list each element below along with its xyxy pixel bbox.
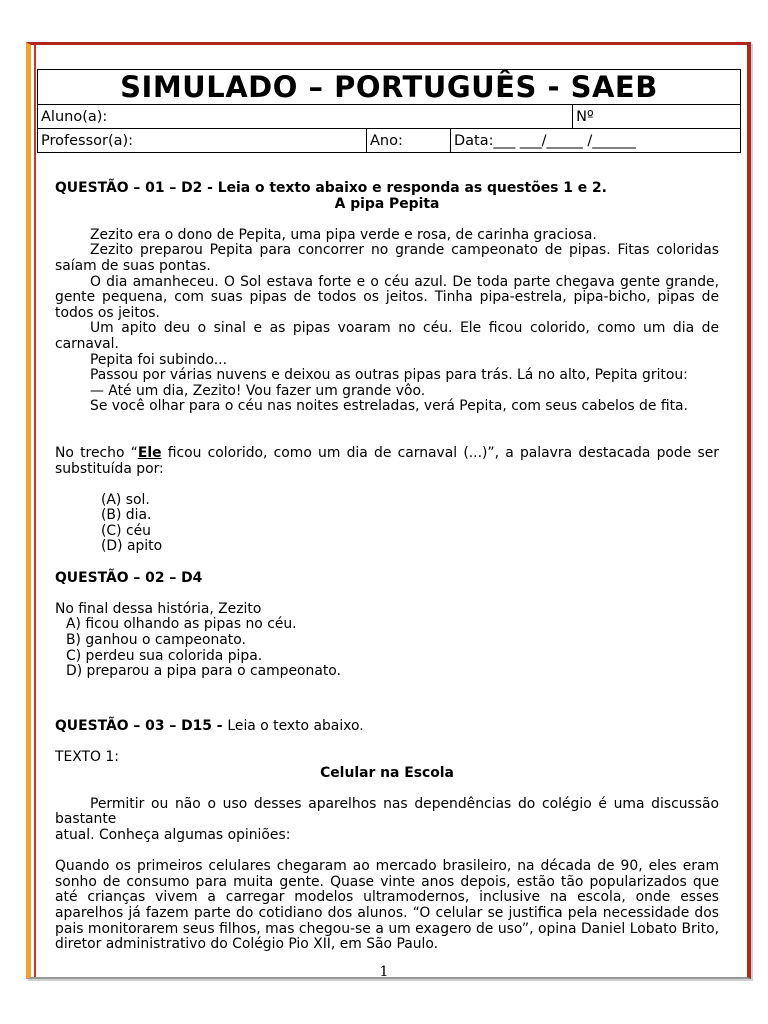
intro-line: atual. Conheça algumas opiniões: [55,826,291,843]
question-2-stem: No final dessa história, Zezito [55,600,262,617]
question-1-heading: QUESTÃO – 01 – D2 - Leia o texto abaixo e responda as questões 1 e 2. [55,180,607,196]
intro-line: Permitir ou não o uso desses aparelhos nas dependências do colégio é uma discussão bastante [55,795,719,828]
page-number: 1 [379,964,389,980]
document-body [55,181,719,953]
answer-option[interactable]: (A) sol. [101,491,150,508]
story-paragraph: Se você olhar para o céu nas noites estreladas, verá Pepita, com seus cabelos de fita. [90,398,688,415]
story-title: A pipa Pepita [334,195,440,212]
story-paragraph: Pepita foi subindo... [90,351,227,368]
story-paragraph: Um apito deu o sinal e as pipas voaram no céu. Ele ficou colorido, como um dia de carnaval. [55,320,719,352]
answer-option[interactable]: (C) céu [101,522,151,539]
data-field[interactable]: Data:___ ___/_____ /______ [451,129,741,153]
answer-option[interactable]: C) perdeu sua colorida pipa. [66,647,263,664]
story-paragraph: Zezito era o dono de Pepita, uma pipa verde e rosa, de carinha graciosa. [90,226,597,243]
text-paragraph: Quando os primeiros celulares chegaram ao mercado brasileiro, na década de 90, eles eram sonho de consumo para muita gente. Quase vinte anos depois, estão tão popularizados que até crianças vivem a carregar modelos ultramodernos, inclusive na escola, onde esses aparelhos já fazem parte do cotidiano dos alunos. “O celular se justifica pela necessidade dos pais monitorarem seus filhos, mas chegou-se a um exagero de uso”, opina Daniel Lobato Brito, diretor administrativo do Colégio Pio XII, em São Paulo. [55,858,719,953]
ano-field[interactable]: Ano: [367,129,451,153]
answer-option[interactable]: B) ganhou o campeonato. [66,632,246,649]
highlighted-word: Ele [137,444,162,461]
header-table [37,69,741,153]
story-paragraph: Zezito preparou Pepita para concorrer no grande campeonato de pipas. Fitas coloridas saíam de suas pontas. [55,242,719,274]
text-title: Celular na Escola [320,764,454,781]
answer-option[interactable]: A) ficou olhando as pipas no céu. [66,616,297,633]
page-title: SIMULADO – PORTUGUÊS - SAEB [38,70,741,105]
numero-field[interactable]: Nº [573,105,741,129]
texto-label: TEXTO 1: [55,749,119,765]
story-paragraph: Passou por várias nuvens e deixou as outras pipas para trás. Lá no alto, Pepita gritou: [90,367,688,384]
aluno-field[interactable]: Aluno(a): [38,105,573,129]
question-1-stem: No trecho “Ele ficou colorido, como um dia de carnaval (...)”, a palavra destacada pode ser substituída por: [55,444,719,477]
question-2-heading: QUESTÃO – 02 – D4 [55,569,203,586]
answer-option[interactable]: D) preparou a pipa para o campeonato. [66,663,341,680]
professor-field[interactable]: Professor(a): [38,129,367,153]
question-3-heading: QUESTÃO – 03 – D15 - Leia o texto abaixo. [55,717,364,734]
story-paragraph: O dia amanheceu. O Sol estava forte e o céu azul. De toda parte chegava gente grande, gente pequena, com suas pipas de todos os jeitos. Tinha pipa-estrela, pipa-bicho, pipas de todos os jeitos. [55,273,719,321]
answer-option[interactable]: (D) apito [101,538,163,555]
story-paragraph: — Até um dia, Zezito! Vou fazer um grande vôo. [90,382,426,399]
answer-option[interactable]: (B) dia. [101,507,152,524]
border-accent [34,45,36,977]
